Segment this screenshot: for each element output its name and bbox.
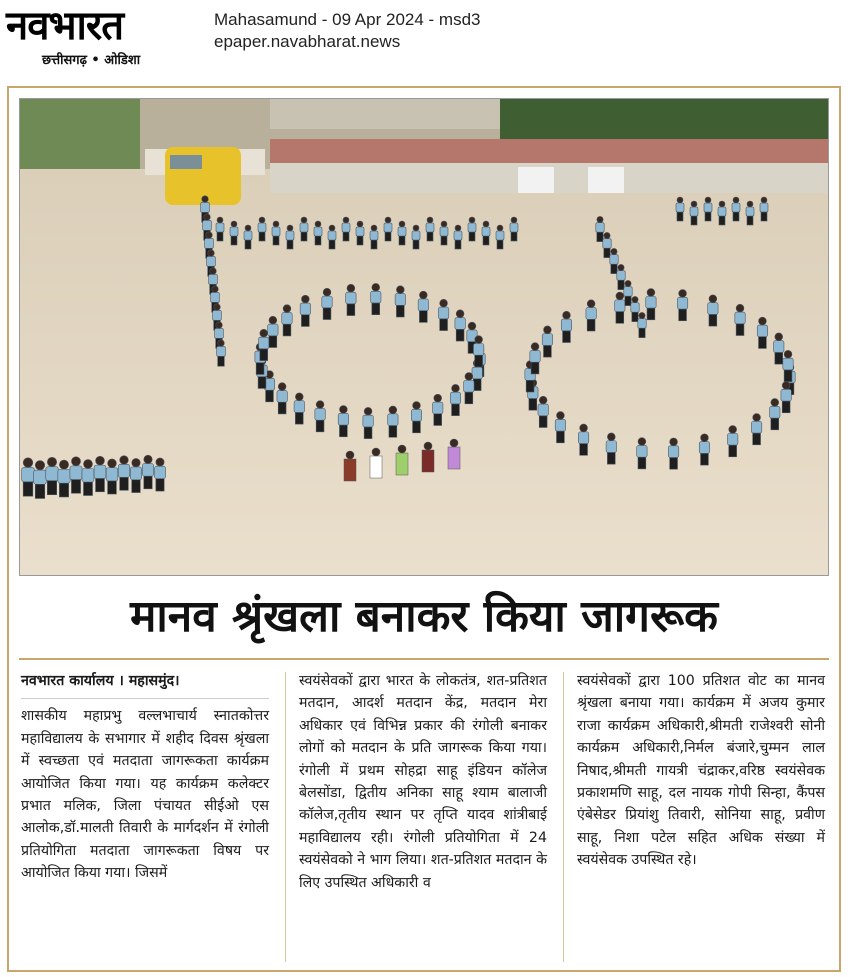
site-url[interactable]: epaper.navabharat.news <box>214 32 401 51</box>
logo-text: नवभारत <box>6 3 124 49</box>
dateline: नवभारत कार्यालय । महासमुंद। <box>21 670 269 699</box>
masthead <box>0 0 848 80</box>
column-1-text: शासकीय महाप्रभु वल्लभाचार्य स्नातकोत्तर महाविद्यालय के सभागार में शहीद दिवस श्रृंखला में स्वच्छता एवं मतदाता जागरूकता कार्यक्रम आयोजित किया गया। यह कार्यक्रम कलेक्टर प्रभात मलिक, जिला पंचायत सीईओ एस आलोक,डॉ.मालती तिवारी के मार्गदर्शन में रंगोली प्रतियोगिता मतदाता जागरूकता विषय पर आयोजित किया गया। जिसमें <box>21 708 269 882</box>
article-column-2 <box>299 670 547 894</box>
article-clipping <box>7 86 841 972</box>
column-divider <box>285 672 286 962</box>
article-column-3 <box>577 670 825 872</box>
headline: मानव श्रृंखला बनाकर किया जागरूक <box>130 591 718 642</box>
logo-subtitle: छत्तीसगढ़ • ओडिशा <box>42 53 141 68</box>
headline-rule <box>19 658 829 660</box>
article-photo <box>19 98 829 576</box>
human-chain-photo-illustration <box>20 99 828 575</box>
edition-info: Mahasamund - 09 Apr 2024 - msd3 <box>214 10 481 29</box>
column-2-text: स्वयंसेवकों द्वारा भारत के लोकतंत्र, शत-प्रतिशत मतदान, आदर्श मतदान केंद्र, मतदान मेरा अधिकार एवं विभिन्न प्रकार की रंगोली बनाकर लोगों को मतदान के प्रति जागरूक किया गया। रंगोली में प्रथम सोहद्रा साहू इंडियन कॉलेज बेलसोंडा, द्वितीय अनिका साहू श्याम बालाजी कॉलेज,तृतीय स्थान पर तृप्ति यादव शांत्रीबाई महाविद्यालय रही। रंगोली प्रतियोगिता में 24 स्वयंसेवको ने भाग लिया। शत-प्रतिशत मतदान के लिए उपस्थित अधिकारी व <box>299 673 547 891</box>
column-3-text: स्वयंसेवकों द्वारा 100 प्रतिशत वोट का मानव श्रृंखला बनाया गया। कार्यक्रम में अजय कुमार राजा कार्यक्रम अधिकारी,श्रीमती राजेश्वरी सोनी कार्यक्रम अधिकारी,निर्मल बंजारे,चुम्मन लाल निषाद,श्रीमती गायत्री चंद्राकर,वरिष्ठ स्वयंसेवक प्रकाशमणि साहू, दल नायक गोपी सिन्हा, कैंपस एंबेसेडर प्रियांशु तिवारी, सोनिया साहू, प्रवीण साहू, निशा पटेल सहित अधिक संख्या में स्वयंसेवक उपस्थित रहे। <box>577 673 825 869</box>
article-column-1 <box>21 670 269 885</box>
column-divider <box>563 672 564 962</box>
newspaper-logo <box>6 4 198 70</box>
